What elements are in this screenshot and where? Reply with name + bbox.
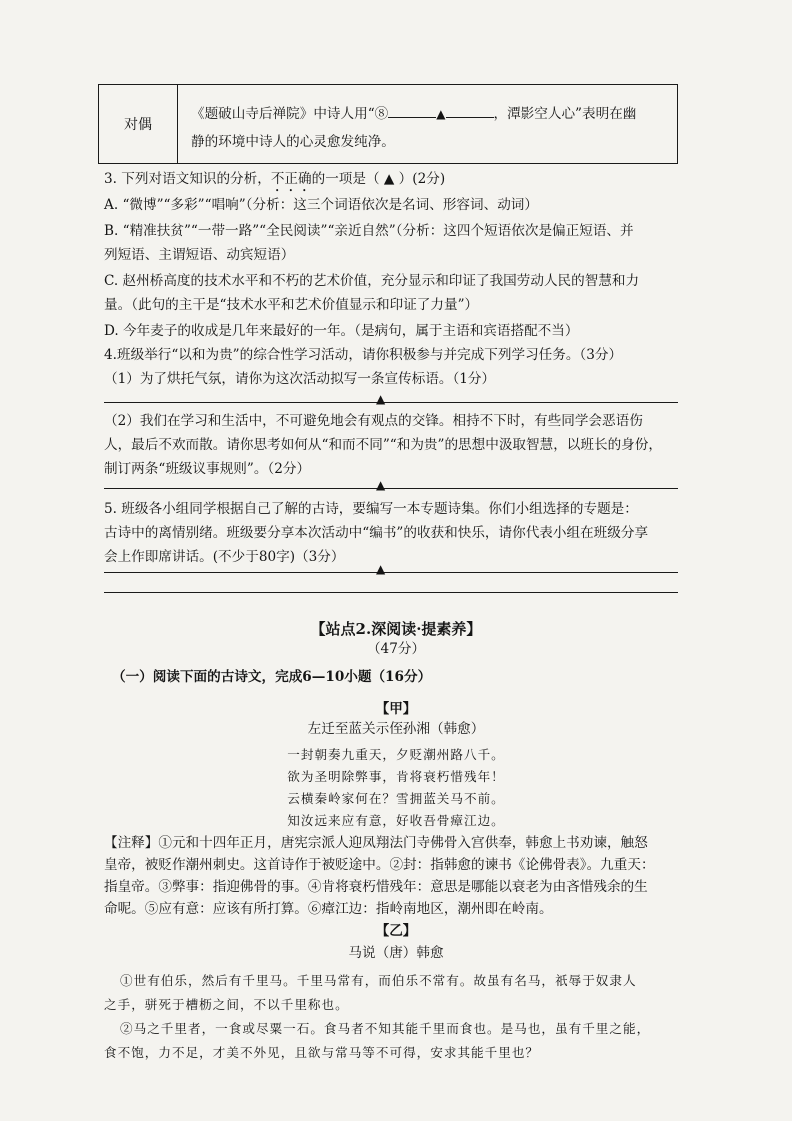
- table-line-2: 静的环境中诗人的心灵愈发纯净。: [191, 134, 395, 150]
- answer-line[interactable]: [104, 592, 678, 593]
- notes-line1: 【注释】①元和十四年正月，唐宪宗派人迎凤翔法门寺佛骨入宫供奉，韩愈上书劝谏，触怒: [104, 835, 648, 851]
- section-heading: （一）阅读下面的古诗文，完成6—10小题（16分）: [112, 669, 432, 685]
- poem-line: 欲为圣明除弊事，肯将衰朽惜残年！: [287, 769, 505, 784]
- q3-option-c-line1: C. 赵州桥高度的技术水平和不朽的艺术价值，充分显示和印证了我国劳动人民的智慧和力: [104, 273, 640, 289]
- q4-stem: 4.班级举行“以和为贵”的综合性学习活动，请你积极参与并完成下列学习任务。（3分）: [104, 347, 623, 363]
- answer-blank[interactable]: [446, 103, 494, 118]
- q3-stem: 3. 下列对语文知识的分析，不正确的一项是（ ▲ ）(2分): [104, 171, 446, 187]
- answer-marker: ▲: [376, 562, 386, 576]
- yi-paragraph1-line1: ①世有伯乐，然后有千里马。千里马常有，而伯乐不常有。故虽有名马，祇辱于奴隶人: [120, 973, 637, 988]
- q4-sub1: （1）为了烘托气氛，请你为这次活动拟写一条宣传标语。（1分）: [104, 371, 496, 387]
- yi-paragraph2-line1: ②马之千里者，一食或尽粟一石。食马者不知其能千里而食也。是马也，虽有千里之能，: [120, 1021, 651, 1036]
- station-score: （47分）: [366, 641, 426, 657]
- notes-line3: 指皇帝。③弊事：指迎佛骨的事。④肯将衰朽惜残年：意思是哪能以衰老为由吝惜残余的生: [104, 879, 648, 895]
- answer-line[interactable]: [104, 572, 678, 573]
- answer-blank[interactable]: [388, 103, 436, 118]
- table-left-label: 对偶: [99, 85, 178, 163]
- yi-paragraph2-line2: 食不饱，力不足，才美不外见，且欲与常马等不可得，安求其能千里也？: [104, 1045, 539, 1060]
- q4-sub2-line3: 制订两条“班级议事规则”。（2分）: [104, 461, 311, 477]
- q4-sub2-line2: 人，最后不欢而散。请你思考如何从“和而不同”“和为贵”的思想中汲取智慧，以班长的身份，: [104, 437, 662, 453]
- q3-option-a: A. “微博”“多彩”“唱响”（分析：这三个词语依次是名词、形容词、动词）: [104, 197, 538, 213]
- notes-line2: 皇帝，被贬作潮州刺史。这首诗作于被贬途中。②封：指韩愈的谏书《论佛骨表》。九重天：: [104, 857, 655, 873]
- analysis-table: [98, 84, 678, 164]
- answer-line[interactable]: [104, 402, 678, 403]
- table-line-1: 《题破山寺后禅院》中诗人用“⑧ ▲ ，潭影空人心”表明在幽: [191, 103, 636, 123]
- q5-line3: 会上作即席讲话。(不少于80字)（3分）: [104, 549, 345, 565]
- answer-line[interactable]: [104, 488, 678, 489]
- yi-label: 【乙】: [375, 923, 417, 939]
- poem-line: 一封朝奏九重天，夕贬潮州路八千。: [287, 747, 505, 762]
- jia-title: 左迁至蓝关示侄孙湘（韩愈）: [307, 721, 485, 737]
- answer-marker: ▲: [376, 478, 386, 492]
- yi-paragraph1-line2: 之手，骈死于槽枥之间，不以千里称也。: [104, 997, 349, 1012]
- station-title: 【站点2.深阅读·提素养】: [310, 620, 482, 638]
- notes-line4: 命呢。⑤应有意：应该有所打算。⑥瘴江边：指岭南地区，潮州即在岭南。: [104, 901, 553, 917]
- poem-line: 知汝远来应有意，好收吾骨瘴江边。: [287, 813, 505, 828]
- poem-line: 云横秦岭家何在？雪拥蓝关马不前。: [287, 791, 505, 806]
- q5-line2: 古诗中的离情别绪。班级要分享本次活动中“编书”的收获和快乐，请你代表小组在班级分享: [104, 525, 649, 541]
- yi-title: 马说（唐）韩愈: [348, 945, 444, 961]
- jia-label: 【甲】: [375, 701, 417, 717]
- q3-option-d: D. 今年麦子的收成是几年来最好的一年。（是病句，属于主语和宾语搭配不当）: [104, 323, 579, 339]
- answer-marker: ▲: [376, 392, 386, 406]
- q3-option-b-line2: 列短语、主谓短语、动宾短语）: [104, 247, 295, 263]
- q5-line1: 5. 班级各小组同学根据自己了解的古诗，要编写一本专题诗集。你们小组选择的专题是：: [104, 501, 638, 517]
- q3-option-c-line2: 量。（此句的主干是“技术水平和艺术价值显示和印证了力量”）: [104, 297, 479, 313]
- q3-option-b-line1: B. “精准扶贫”“一带一路”“全民阅读”“亲近自然”（分析：这四个短语依次是偏正短语、并: [104, 223, 634, 239]
- q4-sub2-line1: （2）我们在学习和生活中，不可避免地会有观点的交锋。相持不下时，有些同学会恶语伤: [104, 413, 643, 429]
